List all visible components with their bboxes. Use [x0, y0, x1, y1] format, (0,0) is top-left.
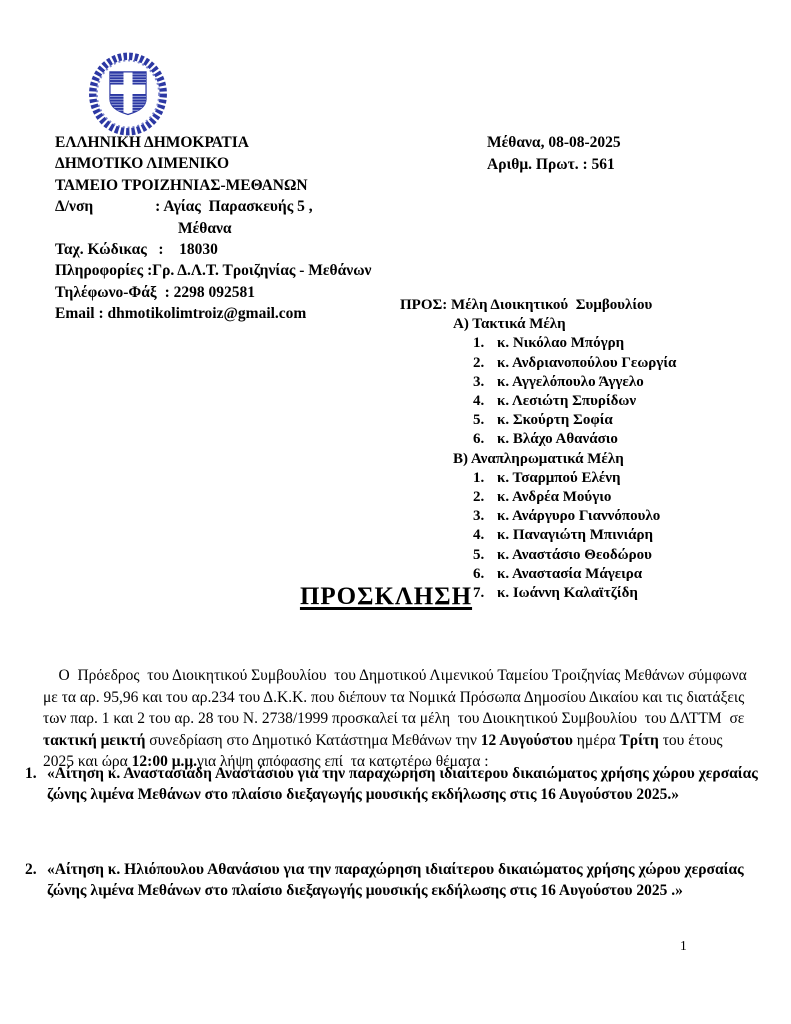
recipient-name: κ. Νικόλαο Μπόγρη: [497, 335, 625, 352]
paragraph-bold-time: 12:00 μ.μ.: [131, 753, 198, 771]
recipient-name: κ. Τσαρμπού Ελένη: [497, 469, 621, 486]
recipient-number: 4.: [473, 527, 485, 544]
recipient-name: κ. Αναστάσιο Θεοδώρου: [497, 546, 652, 563]
agenda-item-1: [25, 763, 760, 806]
greek-republic-emblem-icon: [87, 52, 169, 136]
document-title: ΠΡΟΣΚΛΗΣΗ: [299, 583, 473, 610]
recipient-number: 3.: [473, 373, 485, 390]
recipients-group-b-label: Β) Αναπληρωματικά Μέλη: [453, 450, 624, 467]
recipients-group-a-label: Α) Τακτικά Μέλη: [453, 316, 566, 333]
paragraph-text: Ο Πρόεδρος του Διοικητικού Συμβουλίου του Δημοτικού Λιμενικού Ταμείου Τροιζηνίας Μεθάνων σύμφωνα με τα αρ. 95,96 και του αρ.234 του Δ.Κ.Κ. που διέπουν τα Νομικά Πρόσωπα Δημοσίου Δικαίου και τις διατάξεις των παρ. 1 και 2 του αρ. 28 του Ν. 2738/1999 προσκαλεί τα μέλη του Διοικητικού Συμβουλίου του ΔΛΤΤΜ σε: [43, 667, 751, 728]
recipient-item: [400, 565, 760, 584]
recipient-name: κ. Λεσιώτη Σπυρίδων: [497, 393, 637, 410]
recipient-name: κ. Σκούρτη Σοφία: [497, 412, 613, 429]
recipient-number: 3.: [473, 508, 485, 525]
recipient-number: 2.: [473, 354, 485, 371]
recipient-item: [400, 373, 760, 392]
paragraph-bold-day: Τρίτη: [619, 731, 659, 749]
agenda-item-2: [25, 859, 760, 902]
recipient-item: [400, 488, 760, 507]
recipient-item: [400, 469, 760, 488]
recipient-item: [400, 411, 760, 430]
recipient-item: [400, 334, 760, 353]
recipient-item: [400, 430, 760, 449]
recipient-number: 5.: [473, 546, 485, 563]
recipient-number: 7.: [473, 585, 485, 602]
recipient-name: κ. Αναστασία Μάγειρα: [497, 565, 643, 582]
recipient-name: κ. Ιωάννη Καλαϊτζίδη: [497, 585, 638, 602]
recipient-number: 1.: [473, 335, 485, 352]
recipient-item: [400, 507, 760, 526]
recipient-item: [400, 392, 760, 411]
recipient-name: κ. Παναγιώτη Μπινιάρη: [497, 527, 654, 544]
agenda-item-text: «Αίτηση κ. Ηλιόπουλου Αθανάσιου για την παραχώρηση ιδιαίτερου δικαιώματος χρήσης χώρου χερσαίας ζώνης λιμένα Μεθάνων στο πλαίσιο διεξαγωγής μουσικής εκδήλωσης στις 16 Αυγούστου 2025 .»: [47, 860, 744, 900]
address-line: Δ/νση : Αγίας Παρασκευής 5 ,: [55, 198, 313, 216]
paragraph-text: ημέρα: [572, 731, 620, 749]
recipient-item: [400, 546, 760, 565]
recipient-name: κ. Αγγελόπουλο Άγγελο: [497, 373, 644, 390]
letterhead-left: [55, 132, 425, 325]
postal-code-line: Ταχ. Κώδικας : 18030: [55, 241, 218, 259]
recipient-number: 1.: [473, 469, 485, 486]
org-line-fund: ΤΑΜΕΙΟ ΤΡΟΙΖΗΝΙΑΣ-ΜΕΘΑΝΩΝ: [55, 176, 308, 194]
agenda-item-text: «Αίτηση κ. Αναστασιάδη Αναστάσιου για την παραχώρηση ιδιαίτερου δικαιώματος χρήσης χώρου χερσαίας ζώνης λιμένα Μεθάνων στο πλαίσιο διεξαγωγής μουσικής εκδήλωσης στις 16 Αυγούστου 2025.»: [47, 765, 758, 804]
recipient-item: [400, 354, 760, 373]
document-title-row: [0, 583, 772, 611]
org-line-municipal-port: ΔΗΜΟΤΙΚΟ ΛΙΜΕΝΙΚΟ: [55, 155, 230, 173]
address-line-2: Μέθανα: [178, 219, 232, 237]
recipients-to-line: ΠΡΟΣ: Μέλη Διοικητικού Συμβουλίου: [400, 297, 653, 313]
recipient-number: 6.: [473, 565, 485, 582]
recipient-number: 6.: [473, 431, 485, 448]
agenda-item-number: 2.: [25, 860, 37, 878]
recipient-name: κ. Ανδρέα Μούγιο: [497, 489, 612, 506]
protocol-number-line: Αριθμ. Πρωτ. : 561: [487, 156, 615, 174]
phone-fax-line: Τηλέφωνο-Φάξ : 2298 092581: [55, 283, 255, 301]
email-line: Email : dhmotikolimtroiz@gmail.com: [55, 305, 307, 323]
agenda-list: [25, 763, 760, 902]
recipient-name: κ. Ανδριανοπούλου Γεωργία: [497, 354, 677, 371]
recipient-number: 2.: [473, 489, 485, 506]
recipient-number: 4.: [473, 393, 485, 410]
recipient-name: κ. Ανάργυρο Γιαννόπουλο: [497, 508, 661, 525]
recipients-block: [400, 296, 760, 603]
paragraph-text: του έτους 2025 και ώρα: [43, 731, 727, 771]
place-date-line: Μέθανα, 08-08-2025: [487, 134, 621, 151]
page-number: 1: [680, 938, 687, 953]
recipient-item: [400, 526, 760, 545]
paragraph-text: για λήψη απόφασης επί τα κατωτέρω θέματα :: [197, 753, 489, 771]
recipient-name: κ. Βλάχο Αθανάσιο: [497, 431, 618, 448]
org-line-republic: ΕΛΛΗΝΙΚΗ ΔΗΜΟΚΡΑΤΙΑ: [55, 134, 249, 151]
paragraph-bold-session-type: τακτική μεικτή: [43, 731, 146, 749]
letterhead-right: [487, 132, 747, 177]
agenda-item-number: 1.: [25, 765, 37, 782]
recipient-number: 5.: [473, 412, 485, 429]
info-line: Πληροφορίες :Γρ. Δ.Λ.Τ. Τροιζηνίας - Μεθάνων: [55, 262, 372, 280]
paragraph-bold-date: 12 Αυγούστου: [480, 731, 573, 749]
paragraph-text: συνεδρίαση στο Δημοτικό Κατάστημα Μεθάνων την: [145, 731, 481, 749]
